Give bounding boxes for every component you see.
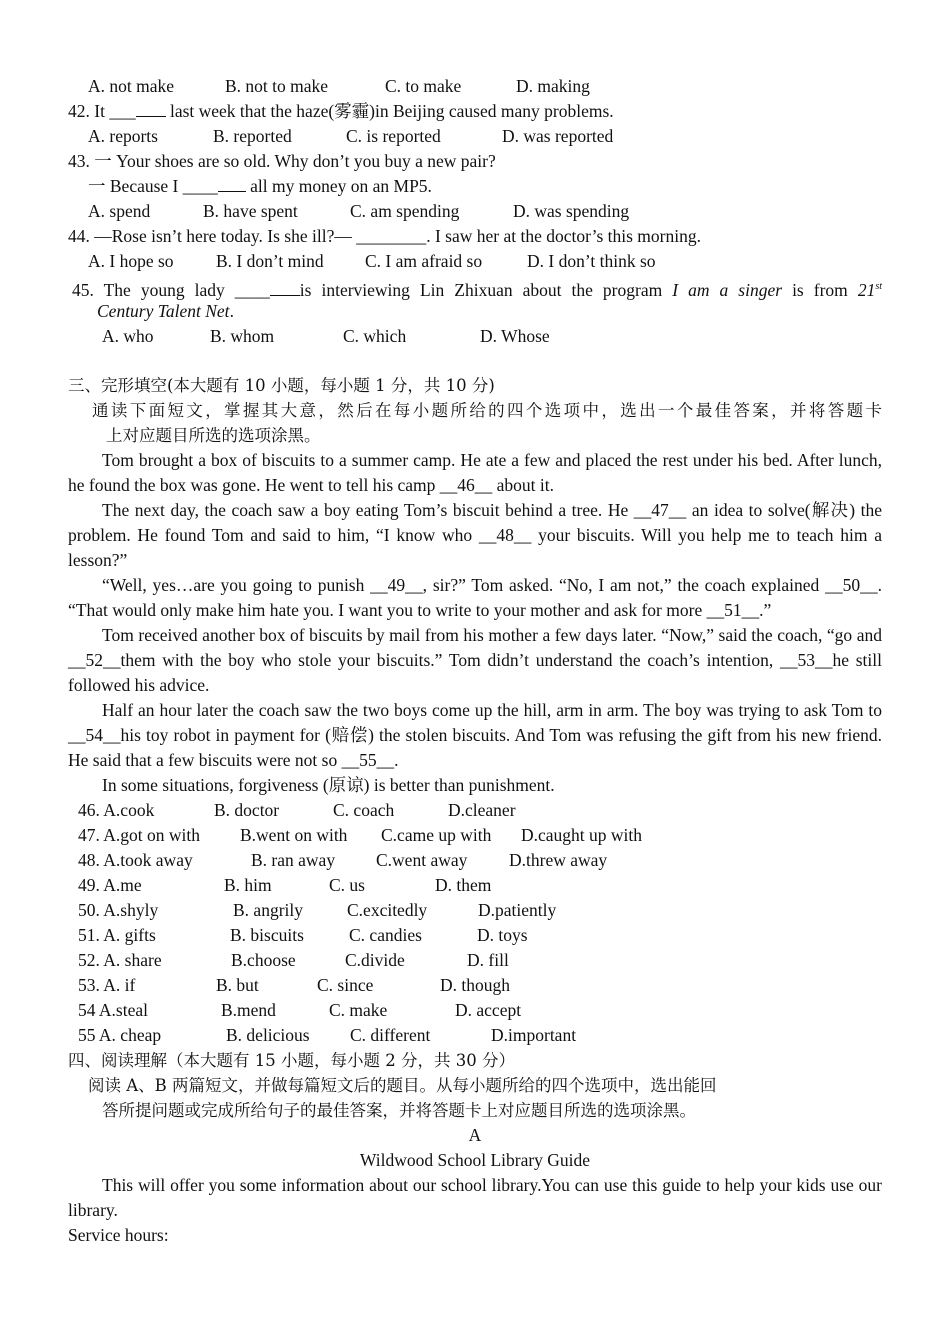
q54-option-c: C. make <box>329 1000 388 1020</box>
q47-option-a: 47. A.got on with <box>78 825 201 845</box>
q46-option-c: C. coach <box>333 800 395 820</box>
q44-option-d: D. I don’t think so <box>527 251 656 271</box>
service-hours-label: Service hours: <box>68 1225 169 1245</box>
cloze-instruction-1: 通读下面短文，掌握其大意，然后在每小题所给的四个选项中，选出一个最佳答案，并将答题卡 <box>92 401 882 420</box>
q48-option-b: B. ran away <box>251 850 336 870</box>
q45-period: . <box>229 301 234 321</box>
q43-line-2-start: 一 Because I ____ <box>88 176 218 196</box>
q52-option-d: D. fill <box>467 950 509 970</box>
q51-option-a: 51. A. gifts <box>78 925 156 945</box>
q48-option-c: C.went away <box>376 850 468 870</box>
cloze-options-46 <box>68 798 882 823</box>
q49-option-b: B. him <box>224 875 272 895</box>
q47-option-d: D.caught up with <box>521 825 643 845</box>
q45-options <box>68 324 882 349</box>
q46-option-b: B. doctor <box>214 800 280 820</box>
q45-stem-start: 45. The young lady ____ <box>72 279 270 300</box>
q44-options <box>68 249 882 274</box>
q42-option-c: C. is reported <box>346 126 441 146</box>
q50-option-a: 50. A.shyly <box>78 900 159 920</box>
cloze-options-50 <box>68 898 882 923</box>
q54-option-b: B.mend <box>221 1000 276 1020</box>
q45-option-b: B. whom <box>210 326 275 346</box>
q50-option-c: C.excitedly <box>347 900 428 920</box>
cloze-options-48 <box>68 848 882 873</box>
q41-option-c: C. to make <box>385 76 462 96</box>
cloze-options-54 <box>68 998 882 1023</box>
q42-stem <box>68 99 882 124</box>
q41-option-b: B. not to make <box>225 76 329 96</box>
q55-option-d: D.important <box>491 1025 577 1045</box>
q45-program-title: I am a singer <box>672 279 783 300</box>
cloze-options-53 <box>68 973 882 998</box>
q51-option-b: B. biscuits <box>230 925 304 945</box>
q46-option-a: 46. A.cook <box>78 800 155 820</box>
passage-intro: This will offer you some information about our school library.You can use this guide to help your kids use our library. <box>68 1175 882 1220</box>
passage-title: Wildwood School Library Guide <box>359 1150 591 1170</box>
q43-line-2 <box>68 174 882 199</box>
q42-option-d: D. was reported <box>502 126 614 146</box>
reading-instruction-2: 答所提问题或完成所给句子的最佳答案，并将答题卡上对应题目所选的选项涂黑。 <box>102 1101 696 1120</box>
reading-heading: 四、阅读理解（本大题有 15 小题，每小题 2 分，共 30 分） <box>68 1051 515 1070</box>
cloze-instruction-2: 上对应题目所选的选项涂黑。 <box>106 426 321 445</box>
q42-options <box>68 124 882 149</box>
q44-option-a: A. I hope so <box>88 251 174 271</box>
q49-option-d: D. them <box>435 875 492 895</box>
q45-option-d: D. Whose <box>480 326 550 346</box>
q53-option-a: 53. A. if <box>78 975 136 995</box>
cloze-options-47 <box>68 823 882 848</box>
passage-label: A <box>468 1125 482 1145</box>
cloze-options-55 <box>68 1023 882 1048</box>
q44-stem: 44. —Rose isn’t here today. Is she ill?— ________. I saw her at the doctor’s this morning. <box>68 226 701 246</box>
cloze-options-51 <box>68 923 882 948</box>
q50-option-d: D.patiently <box>478 900 557 920</box>
q54-option-d: D. accept <box>455 1000 522 1020</box>
reading-instruction-1: 阅读 A、B 两篇短文，并做每篇短文后的题目。从每小题所给的四个选项中，选出能回 <box>88 1076 717 1095</box>
q54-option-a: 54 A.steal <box>78 1000 148 1020</box>
q42-blank <box>136 100 166 117</box>
q51-option-d: D. toys <box>477 925 528 945</box>
q53-option-b: B. but <box>216 975 259 995</box>
cloze-options-52 <box>68 948 882 973</box>
q51-option-c: C. candies <box>349 925 422 945</box>
cloze-heading: 三、完形填空(本大题有 10 小题，每小题 1 分，共 10 分) <box>68 376 495 395</box>
q41-option-a: A. not make <box>88 76 175 96</box>
q55-option-a: 55 A. cheap <box>78 1025 162 1045</box>
q55-option-c: C. different <box>350 1025 431 1045</box>
q43-options <box>68 199 882 224</box>
q45-stem-mid: is interviewing Lin Zhixuan about the program <box>299 279 673 300</box>
q43-option-a: A. spend <box>88 201 151 221</box>
q42-option-b: B. reported <box>213 126 292 146</box>
q42-option-a: A. reports <box>88 126 158 146</box>
cloze-paragraph-6: In some situations, forgiveness (原谅) is better than punishment. <box>102 775 555 795</box>
q45-line-2 <box>68 299 882 324</box>
q44-option-c: C. I am afraid so <box>365 251 483 271</box>
q48-option-a: 48. A.took away <box>78 850 193 870</box>
q43-option-d: D. was spending <box>513 201 630 221</box>
cloze-paragraph-5: Half an hour later the coach saw the two boys come up the hill, arm in arm. The boy was trying to ask Tom to __54__his toy robot in payment for (赔偿) the stolen biscuits. And Tom was refusing the gift from his new friend. He said that a few biscuits were not so __55__. <box>68 700 882 770</box>
q52-option-a: 52. A. share <box>78 950 162 970</box>
q45-option-c: C. which <box>343 326 407 346</box>
q45-superscript: st <box>875 281 882 292</box>
cloze-paragraph-4: Tom received another box of biscuits by mail from his mother a few days later. “Now,” said the coach, “go and __52__them with the boy who stole your biscuits.” Tom didn’t understand the coach’s intention, __53__he still followed his advice. <box>68 625 882 695</box>
q45-source-name: Century Talent Net <box>97 301 230 321</box>
q41-option-d: D. making <box>516 76 590 96</box>
cloze-paragraph-3: “Well, yes…are you going to punish __49__, sir?” Tom asked. “No, I am not,” the coach explained __50__. “That would only make him hate you. I want you to write to your mother and ask for more __51__.” <box>68 575 882 620</box>
q45-blank <box>270 279 300 296</box>
q50-option-b: B. angrily <box>233 900 303 920</box>
q45-century-number: 21 <box>857 279 876 300</box>
q41-options <box>68 74 882 99</box>
cloze-options-49 <box>68 873 882 898</box>
q43-blank <box>218 175 246 192</box>
q43-line-1: 43. 一 Your shoes are so old. Why don’t you buy a new pair? <box>68 151 496 171</box>
q45-stem-from: is from <box>782 279 858 300</box>
q53-option-c: C. since <box>317 975 374 995</box>
q47-option-b: B.went on with <box>240 825 348 845</box>
q49-option-a: 49. A.me <box>78 875 142 895</box>
cloze-paragraph-2: The next day, the coach saw a boy eating Tom’s biscuit behind a tree. He __47__ an idea to solve(解决) the problem. He found Tom and said to him, “I know who __48__ your biscuits. Will you help me to teach him a lesson?” <box>68 500 882 570</box>
q42-stem-end: last week that the haze(雾霾)in Beijing caused many problems. <box>165 101 614 121</box>
q46-option-d: D.cleaner <box>448 800 516 820</box>
q42-stem-start: 42. It ___ <box>68 101 136 121</box>
q52-option-c: C.divide <box>345 950 405 970</box>
q43-line-2-end: all my money on an MP5. <box>245 176 432 196</box>
q43-option-b: B. have spent <box>203 201 298 221</box>
q52-option-b: B.choose <box>231 950 296 970</box>
q45-line-1 <box>68 274 882 299</box>
q55-option-b: B. delicious <box>226 1025 310 1045</box>
q44-option-b: B. I don’t mind <box>216 251 324 271</box>
cloze-paragraph-1: Tom brought a box of biscuits to a summer camp. He ate a few and placed the rest under his bed. After lunch, he found the box was gone. He went to tell his camp __46__ about it. <box>68 450 882 495</box>
q49-option-c: C. us <box>329 875 365 895</box>
q48-option-d: D.threw away <box>509 850 608 870</box>
q53-option-d: D. though <box>440 975 510 995</box>
q43-option-c: C. am spending <box>350 201 460 221</box>
q45-option-a: A. who <box>102 326 154 346</box>
q47-option-c: C.came up with <box>381 825 492 845</box>
